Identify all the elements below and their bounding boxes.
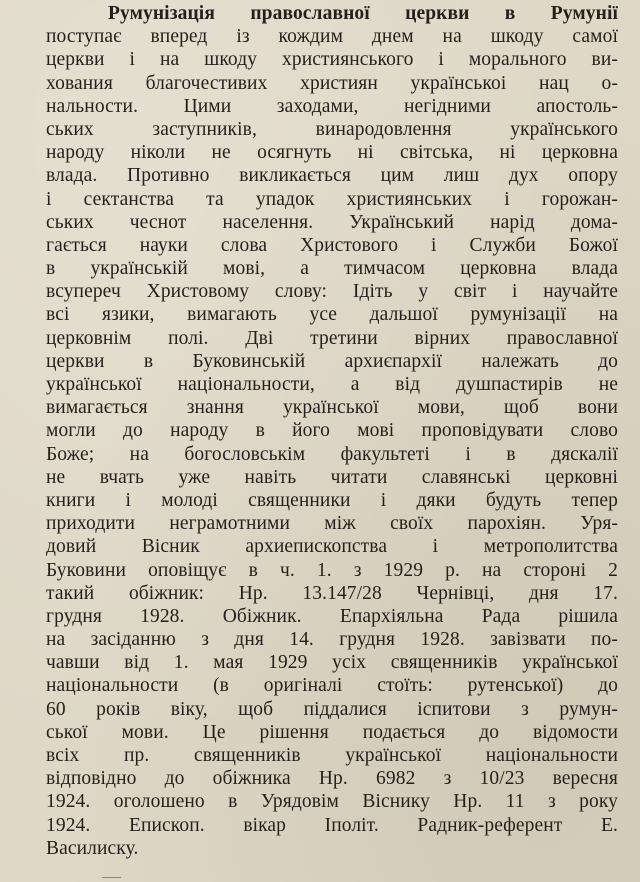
article-text-line: ської мови. Це рішення подається до відомости (46, 721, 618, 743)
article-text-line: всі язики, вимагають усе дальшої румунізації на (46, 304, 618, 326)
article-text-line: не вчать уже навіть читати славянські церковні (46, 466, 618, 488)
article-text-line: відповідно до обіжника Нр. 6982 з 10/23 вересня (46, 768, 618, 790)
article-text-line: національности (в оригіналі стоїть: рутенської) до (46, 675, 618, 697)
article-text-line: довий Вісник архиепископства і метрополитства (46, 536, 618, 558)
article-text-line: чавши від 1. мая 1929 усіх священників української (46, 652, 618, 674)
article-text-line: книги і молоді священники і дяки будуть тепер (46, 489, 618, 511)
article-text-line: 1924. Епископ. вікар Іполіт. Радник-референт Е. (46, 814, 618, 836)
article-text-line: ських заступників, винародовлення українського (46, 118, 618, 140)
article-text-line: на засіданню з дня 14. грудня 1928. завізвати по- (46, 629, 618, 651)
article-text-line: гається науки слова Христового і Служби Божої (46, 234, 618, 256)
article-text-line: і сектанства та упадок християнських і горожан- (46, 188, 618, 210)
article-text-line: влада. Противно викликається цим лиш дух опору (46, 165, 618, 187)
article-text-line: української національности, а від душпастирів не (46, 374, 618, 395)
article-text-line: приходити неграмотними між своїх парохіян. Уря- (46, 513, 618, 535)
article-text-line: всіх пр. священників української національности (46, 745, 618, 766)
article-text-line: Василиску. (46, 837, 139, 859)
article-text-line: ських чеснот населення. Український нарід дома- (46, 211, 618, 233)
article-text-line: вимагається знання української мови, щоб вони (46, 397, 618, 419)
article-text-line: всупереч Христовому слову: Ідіть у світ і научайте (46, 281, 618, 303)
article-text-line: церкви і на шкоду християнського і морального ви- (46, 49, 618, 71)
article-text-line: грудня 1928. Обіжник. Епархіяльна Рада рішила (46, 605, 618, 627)
article-text-line: 60 років віку, щоб піддалися іспитови з румун- (46, 698, 618, 720)
article-text-line: церкви в Буковинській архиєпархії належать до (46, 350, 618, 372)
article-text-line: Буковини оповіщує в ч. 1. з 1929 р. на стороні 2 (46, 559, 618, 581)
article-text-line: такий обіжник: Нр. 13.147/28 Чернівці, дня 17. (46, 582, 618, 604)
article-text-line: могли до народу в його мові проповідувати слово (46, 420, 618, 442)
article-text-line: 1924. оголошено в Урядовім Віснику Нр. 11 з року (46, 791, 618, 813)
article-column (46, 2, 618, 860)
article-text-line: поступає вперед із кождим днем на шкоду самої (46, 26, 618, 48)
article-text-line: в українській мові, а тимчасом церковна влада (46, 258, 618, 280)
article-text-line: нальности. Цими заходами, негідними апостоль- (46, 95, 618, 117)
article-text-line: церковнім полі. Дві третини вірних православної (46, 327, 618, 349)
article-text-line: хования благочестивих християн українськоі нац о- (46, 72, 618, 94)
article-text-line: народу ніколи не осягнуть ні світська, ні церковна (46, 142, 618, 164)
cut-off-next-line: — (102, 866, 121, 882)
article-heading-line: Румунізація православної церкви в Румунії (108, 3, 618, 24)
article-text-line: Боже; на богословськім факультеті і в дяскалії (46, 443, 618, 465)
